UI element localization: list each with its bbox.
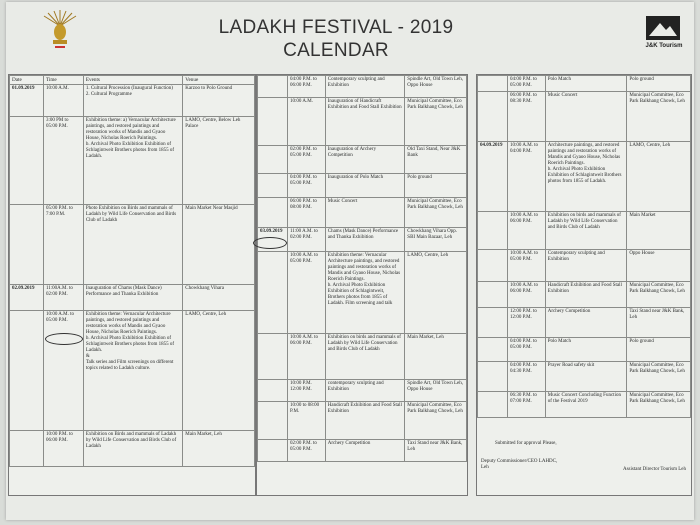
- row-date: [258, 76, 288, 98]
- table-row: [258, 334, 467, 380]
- row-time: 10:00 A.M. to 05:00 P.M.: [287, 252, 325, 334]
- table-row: [258, 198, 467, 228]
- row-date: [258, 380, 288, 402]
- row-date: [258, 252, 288, 334]
- row-time: 04:00 P.M. to 05:00 P.M.: [287, 174, 325, 198]
- row-venue: LAMO, Centre, Leh: [405, 252, 467, 334]
- row-time: 05:00 P.M. to 7:00 P.M.: [43, 205, 83, 285]
- table-row: [258, 174, 467, 198]
- row-venue: Main Market: [627, 212, 691, 250]
- row-date: [258, 174, 288, 198]
- table-row: [478, 338, 691, 362]
- signature-right: Assistant Director Tourism Leh: [623, 467, 687, 472]
- row-date: [10, 205, 44, 285]
- row-venue: Karzoo to Polo Ground: [183, 85, 255, 117]
- title-line-2: CALENDAR: [283, 40, 389, 61]
- row-event: Polo Match: [545, 338, 627, 362]
- row-time: 10:00 A.M.: [287, 98, 325, 146]
- table-row: [258, 76, 467, 98]
- row-date: [258, 198, 288, 228]
- row-time: 06:00 P.M. to 08:00 P.M.: [287, 198, 325, 228]
- row-venue: Municipal Committee, Eco Park Balkhang Chowk, Leh: [627, 392, 691, 418]
- row-time: 10:00 A.M. to 05:00 P.M.: [43, 311, 83, 431]
- table-row: [478, 212, 691, 250]
- row-time: 11:00 A.M. to 02:00 P.M.: [287, 228, 325, 252]
- calendar-column-2: [256, 74, 468, 496]
- events-table-3: [477, 75, 691, 418]
- row-venue: LAMO, Centre, Leh: [627, 142, 691, 212]
- row-time: 10:00 A.M. to 06:00 P.M.: [287, 334, 325, 380]
- row-event: Archery Competition: [545, 308, 627, 338]
- table-row: [478, 142, 691, 212]
- row-date: [10, 311, 44, 431]
- row-time: 02:00 P.M. to 05:00 P.M.: [287, 440, 325, 462]
- row-venue: Municipal Committee, Eco Park Balkhang Chowk, Leh: [627, 362, 691, 392]
- table-row: [10, 431, 255, 467]
- row-venue: Taxi Stand near J&K Bank, Leh: [405, 440, 467, 462]
- row-event: Music Concert: [325, 198, 405, 228]
- row-venue: Municipal Committee, Eco Park Balkhang Chowk, Leh: [405, 98, 467, 146]
- table-row: [258, 228, 467, 252]
- row-event: Photo Exhibition on Birds and mammals of Ladakh by Wild Life Conservation and Birds Club of Ladakh: [83, 205, 182, 285]
- row-event: contemporary sculpting and Exhibition: [325, 380, 405, 402]
- row-venue: Spindle Art, Old Town Leh, Oppo House: [405, 380, 467, 402]
- calendar-column-1: [8, 74, 256, 496]
- table-row: [478, 282, 691, 308]
- row-time: 06:30 P.M. to 07:00 P.M.: [507, 392, 545, 418]
- row-venue: Polo ground: [405, 174, 467, 198]
- row-venue: Spindle Art, Old Town Leh, Oppo House: [405, 76, 467, 98]
- header-date: Date: [10, 76, 44, 85]
- row-event: Exhibition theme: Vernacular Architecture paintings, and restored paintings and restoration works of Mandis and Gyaoo House, Nicholas Roerich Paintings. b. Archival Photo Exhibition Exhibition of Schlagintweit Brothers photos from 1855 of Ladakh. & Talk series and Film screenings on different topics related to Ladakh culture.: [83, 311, 182, 431]
- header-time: Time: [43, 76, 83, 85]
- logo-caption: J&K Tourism: [645, 43, 683, 49]
- row-date: [478, 392, 508, 418]
- row-time: 3:00 PM to 05:00 P.M.: [43, 117, 83, 205]
- row-date: [478, 282, 508, 308]
- row-date: [478, 92, 508, 142]
- row-event: Prayer Road safety skit: [545, 362, 627, 392]
- row-time: 10:00 P.M. to 06:00 P.M.: [43, 431, 83, 467]
- table-row: [10, 85, 255, 117]
- table-row: [258, 440, 467, 462]
- row-date: [478, 338, 508, 362]
- row-time: 04:00 P.M. to 04:30 P.M.: [507, 362, 545, 392]
- table-row: [258, 252, 467, 334]
- row-venue: Chowkhang Vihara Opp. SBI Main Bazaar, Leh: [405, 228, 467, 252]
- row-event: Chams (Mask Dance) Performance and Thanka Exhibition: [325, 228, 405, 252]
- row-date: 01.09.2019: [10, 85, 44, 117]
- row-event: Exhibition theme: Vernacular Architecture paintings, and restored paintings and restoration works of Mandis and Gyaoo House, Nicholas Roerich Paintings. b. Archival Photo Exhibition Exhibition of Schlagintweit, Brothers photos from 1855 of Ladakh. Film screening and talk: [325, 252, 405, 334]
- row-venue: Polo ground: [627, 338, 691, 362]
- table-row: [258, 402, 467, 440]
- table-row: [258, 146, 467, 174]
- table-row: [10, 205, 255, 285]
- row-date: [478, 308, 508, 338]
- row-event: Exhibition on birds and mammals of Ladakh by Wild Life Conservation and Birds Club of Ladakh: [325, 334, 405, 380]
- table-row: [478, 250, 691, 282]
- row-event: Exhibition on birds and mammals of Ladakh by Wild Life Conservation and Birds Club of Ladakh: [545, 212, 627, 250]
- row-date: 03.09.2019: [258, 228, 288, 252]
- row-event: 1. Cultural Procession (Inaugural Function) 2. Cultural Programme: [83, 85, 182, 117]
- events-table-1: [9, 75, 255, 467]
- title-line-1: LADAKH FESTIVAL - 2019: [218, 17, 454, 38]
- row-date: [478, 362, 508, 392]
- row-event: Exhibition theme: a) Vernacular Architecture paintings, and restored paintings and restoration works of Mandis and Gyaoo House, Nicholas Roerich Paintings. b. Archival Photo Exhibition Exhibition of Schlagintweit Brothers photos from 1855 of Ladakh.: [83, 117, 182, 205]
- row-venue: LAMO, Centre, Leh: [183, 311, 255, 431]
- row-date: [478, 250, 508, 282]
- table-row: [10, 311, 255, 431]
- page-title: [206, 16, 466, 62]
- row-event: Inauguration of Polo Match: [325, 174, 405, 198]
- row-venue: LAMO, Centre, Below Leh Palace: [183, 117, 255, 205]
- jk-tourism-logo: [642, 14, 686, 58]
- handwritten-circle-mark: [45, 333, 83, 345]
- table-row: [258, 380, 467, 402]
- table-row: [478, 76, 691, 92]
- row-venue: Main Market Near Masjid: [183, 205, 255, 285]
- row-date: [258, 146, 288, 174]
- row-time: 10:00 A.M.: [43, 85, 83, 117]
- row-time: 04:00 P.M. to 06:00 P.M.: [287, 76, 325, 98]
- row-date: [478, 212, 508, 250]
- table-row: [478, 92, 691, 142]
- row-event: Inauguration of Archery Competition: [325, 146, 405, 174]
- row-time: 10:00 A.M. to 06:00 P.M.: [507, 282, 545, 308]
- table-row: [478, 308, 691, 338]
- row-time: 06:00 P.M. to 08:30 P.M.: [507, 92, 545, 142]
- row-venue: Taxi Stand near J&K Bank, Leh: [627, 308, 691, 338]
- row-event: Inauguration of Chams (Mask Dance) Performance and Thanka Exhibition: [83, 285, 182, 311]
- row-event: Inauguration of Handicraft Exhibition and Food Stall Exhibition: [325, 98, 405, 146]
- row-time: 11:00A.M. to 02:00 P.M.: [43, 285, 83, 311]
- row-date: [258, 334, 288, 380]
- header-venue: Venue: [183, 76, 255, 85]
- row-venue: Oppo House: [627, 250, 691, 282]
- table-row: [10, 117, 255, 205]
- row-venue: Municipal Committee, Eco Park Balkhang Chowk, Leh: [405, 402, 467, 440]
- row-venue: Municipal Committee, Eco Park Balkhang Chowk, Leh: [627, 92, 691, 142]
- row-event: Architecture paintings, and restored paintings and restoration works of Mandis and Gyaoo House, Nicholas Roerich Paintings. b. Archival Photo Exhibition Exhibition of Schlagintweit Brothers photos from 1855 of Ladakh.: [545, 142, 627, 212]
- row-event: Archery Competition: [325, 440, 405, 462]
- row-time: 04:00 P.M. to 05:00 P.M.: [507, 76, 545, 92]
- row-date: [10, 431, 44, 467]
- national-emblem-icon: [40, 10, 80, 54]
- handwritten-circle-mark: [253, 237, 287, 249]
- row-event: Contemporary sculpting and Exhibition: [325, 76, 405, 98]
- submission-note: Submitted for approval Please,: [495, 441, 557, 446]
- row-time: 10:00 P.M. 12:00 P.M.: [287, 380, 325, 402]
- row-date: [10, 117, 44, 205]
- signature-left: Deputy Commissioner/CEO LAHDC, Leh: [481, 459, 558, 470]
- table-row: [258, 98, 467, 146]
- row-venue: Chowkhang Vihara: [183, 285, 255, 311]
- row-event: Polo Match: [545, 76, 627, 92]
- row-time: 10:00 to 08:00 P.M.: [287, 402, 325, 440]
- events-table-2: [257, 75, 467, 462]
- calendar-column-3: [476, 74, 692, 496]
- row-time: 10:00 A.M. to 05:00 P.M.: [507, 250, 545, 282]
- row-time: 10:00 A.M. to 04:00 P.M.: [507, 142, 545, 212]
- mountain-logo-icon: [646, 16, 680, 40]
- row-time: 10:00 A.M. to 06:00 P.M.: [507, 212, 545, 250]
- row-time: 02:00 P.M. to 05:00 P.M.: [287, 146, 325, 174]
- row-event: Music Concert: [545, 92, 627, 142]
- row-venue: Polo ground: [627, 76, 691, 92]
- row-date: [258, 402, 288, 440]
- row-date: [258, 440, 288, 462]
- row-venue: Main Market, Leh: [405, 334, 467, 380]
- table-row: [478, 392, 691, 418]
- row-event: Exhibition on Birds and mammals of Ladakh by Wild Life Conservation and Birds Club of Ladakh: [83, 431, 182, 467]
- row-venue: Municipal Committee, Eco Park Balkhang Chowk, Leh: [405, 198, 467, 228]
- row-date: 02.09.2019: [10, 285, 44, 311]
- calendar-sheet: [6, 2, 694, 520]
- row-event: Handicraft Exhibition and Food Stall Exhibition: [545, 282, 627, 308]
- table-row: [10, 285, 255, 311]
- row-venue: Main Market, Leh: [183, 431, 255, 467]
- row-time: 04:00 P.M. to 05:00 P.M.: [507, 338, 545, 362]
- row-venue: Municipal Committee, Eco Park Balkhang Chowk, Leh: [627, 282, 691, 308]
- row-date: [258, 98, 288, 146]
- row-time: 12:00 P.M. to 12:00 P.M.: [507, 308, 545, 338]
- row-event: Music Concert Concluding Function of the Festival 2019: [545, 392, 627, 418]
- row-event: Handicraft Exhibition and Food Stall Exhibition: [325, 402, 405, 440]
- header-events: Events: [83, 76, 182, 85]
- row-date: 04.09.2019: [478, 142, 508, 212]
- table-row: [478, 362, 691, 392]
- table-header-row: [10, 76, 255, 85]
- row-venue: Old Taxi Stand, Near J&K Bank: [405, 146, 467, 174]
- row-event: Contemporary sculpting and Exhibition: [545, 250, 627, 282]
- row-date: [478, 76, 508, 92]
